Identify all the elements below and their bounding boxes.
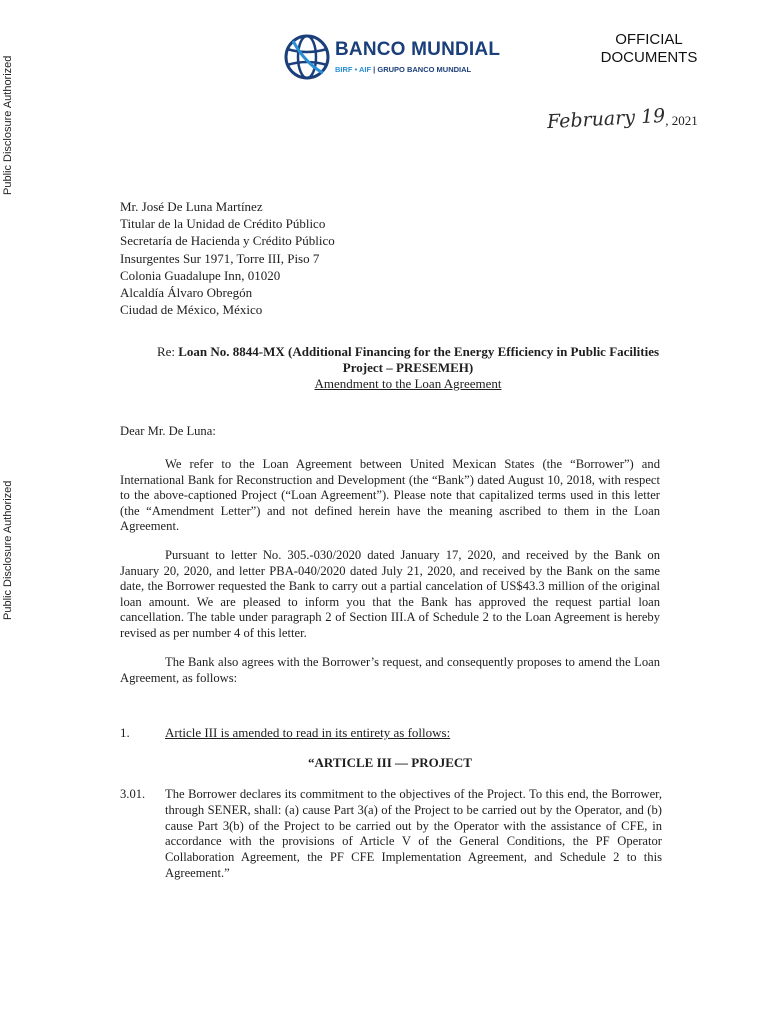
recipient-address [120,198,335,318]
logo-subtitle: BIRF • AIF | GRUPO BANCO MUNDIAL [335,65,472,74]
address-line: Titular de la Unidad de Crédito Público [120,216,326,232]
disclosure-side-label: Public Disclosure Authorized [2,480,14,620]
disclosure-side-label: Public Disclosure Authorized [2,55,14,195]
body-paragraph: Pursuant to letter No. 305.-030/2020 dated January 17, 2020, and received by the Bank on January 20, 2020, and letter PBA-040/2020 dated July 21, 2020, and received by the Bank on the same date, the Borrower requested the Bank to carry out a partial cancelation of US$43.3 million of the original loan amount. We are pleased to inform you that the Bank has approved the request partial loan cancellation. The table under paragraph 2 of Section III.A of Schedule 2 to the Loan Agreement is hereby revised as per number 4 of this letter. [120,548,660,640]
address-line: Colonia Guadalupe Inn, 01020 [120,267,281,283]
logo-title: BANCO MUNDIAL [335,39,501,60]
article-heading: “ARTICLE III — PROJECT [308,755,472,770]
world-bank-logo [283,33,513,85]
subject-line: Re: Loan No. 8844-MX (Additional Financing for the Energy Efficiency in Public Facilities Project – PRESEMEH) Amendment to the Loan Agreement [138,344,678,392]
official-documents-stamp: OFFICIAL DOCUMENTS [600,31,698,66]
address-line: Mr. José De Luna Martínez [120,199,263,214]
address-line: Alcaldía Álvaro Obregón [120,285,253,301]
date-year: , 2021 [665,113,698,128]
address-line: Ciudad de México, México [120,302,263,318]
salutation: Dear Mr. De Luna: [120,424,216,438]
clause-number: 3.01. [120,787,146,801]
address-line: Secretaría de Hacienda y Crédito Público [120,233,335,249]
globe-icon [283,33,331,81]
handwritten-date: February 19 [546,104,666,134]
clause-text: The Borrower declares its commitment to the objectives of the Project. To this end, the Borrower, through SENER, shall: (a) cause Part 3(a) of the Project to be carried out by the Operator, and (b) cause Part 3(b) of the Project to be carried out by the Operator with the assistance of CFE, in accordance with the provisions of Article V of the General Conditions, the PF Operator Collaboration Agreement, the PF CFE Implementation Agreement, and Schedule 2 to this Agreement.” [165,787,662,880]
address-line: Insurgentes Sur 1971, Torre III, Piso 7 [120,250,320,266]
body-paragraph: The Bank also agrees with the Borrower’s request, and consequently proposes to amend the Loan Agreement, as follows: [120,655,660,685]
body-paragraph: We refer to the Loan Agreement between United Mexican States (the “Borrower”) and International Bank for Reconstruction and Development (the “Bank”) dated August 10, 2018, with respect to the above-captioned Project (“Loan Agreement”). Please note that capitalized terms used in this letter (the “Amendment Letter”) and not defined herein have the meaning ascribed to them in the Loan Agreement. [120,457,660,534]
subject-subtitle: Amendment to the Loan Agreement [314,376,502,391]
letter-date [546,104,698,134]
subject-title: Loan No. 8844-MX (Additional Financing for the Energy Efficiency in Public Facilities Project – PRESEMEH) [178,344,660,375]
amendment-item: 1. Article III is amended to read in its entirety as follows: [120,725,451,740]
clause-3-01 [120,787,662,882]
